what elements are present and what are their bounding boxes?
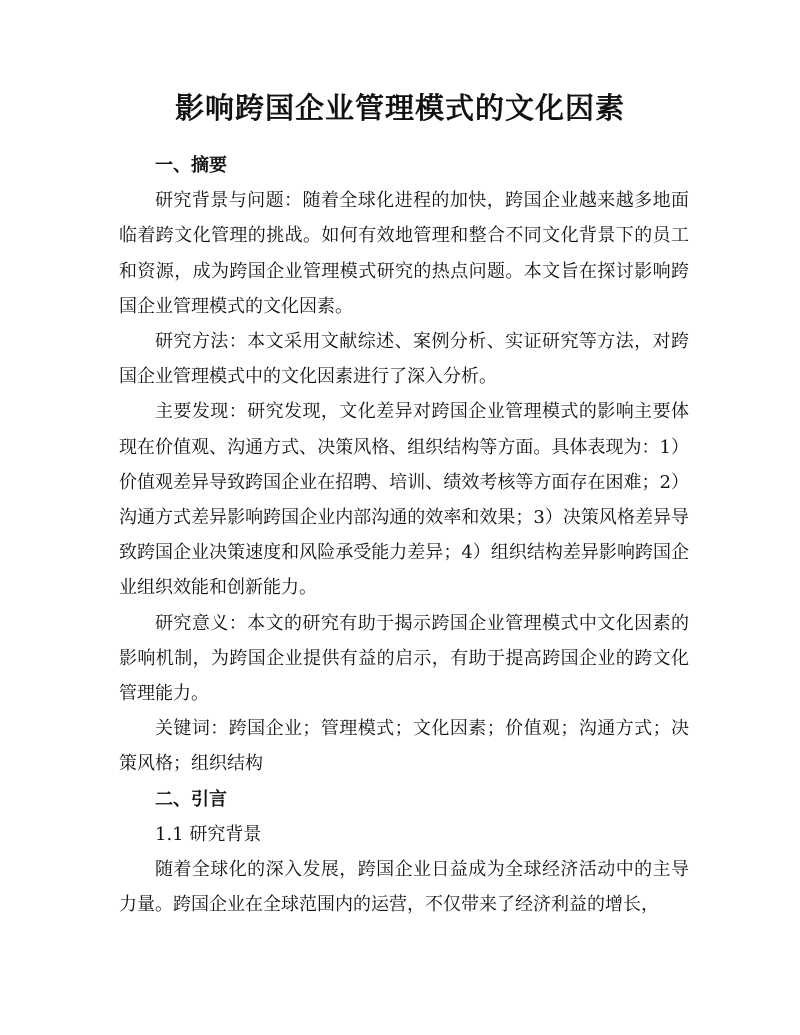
text-findings: 研究发现，文化差异对跨国企业管理模式的影响主要体现在价值观、沟通方式、决策风格、组织结构等方面。具体表现为：1）价值观差异导致跨国企业在招聘、培训、绩效考核等方面存在困难；2）沟通方式差异影响跨国企业内部沟通的效率和效果；3）决策风格差异导致跨国企业决策速度和风险承受能力差异；4）组织结构差异影响跨国企业组织效能和创新能力。	[119, 401, 690, 599]
paragraph-significance	[119, 606, 689, 712]
document-body	[119, 148, 689, 922]
paragraph-keywords	[119, 711, 689, 781]
label-significance: 研究意义：	[155, 612, 248, 634]
text-keywords: 跨国企业；管理模式；文化因素；价值观；沟通方式；决策风格；组织结构	[119, 718, 690, 775]
label-findings: 主要发现：	[155, 401, 248, 423]
document-title: 影响跨国企业管理模式的文化因素	[174, 91, 625, 125]
text-significance: 本文的研究有助于揭示跨国企业管理模式中文化因素的影响机制，为跨国企业提供有益的启示，有助于提高跨国企业的跨文化管理能力。	[119, 612, 690, 705]
label-methods: 研究方法：	[155, 331, 248, 353]
subsection-heading-background: 1.1 研究背景	[155, 823, 262, 845]
section-heading-abstract: 一、摘要	[155, 155, 227, 176]
label-background: 研究背景与问题：	[155, 190, 303, 212]
paragraph-methods	[119, 324, 689, 394]
paragraph-intro-background: 随着全球化的深入发展，跨国企业日益成为全球经济活动中的主导力量。跨国企业在全球范围内的运营，不仅带来了经济利益的增长，	[119, 859, 689, 916]
paragraph-findings	[119, 394, 689, 605]
section-heading-introduction: 二、引言	[155, 788, 227, 810]
label-keywords: 关键词：	[155, 718, 229, 740]
paragraph-background	[119, 183, 689, 324]
text-background: 随着全球化进程的加快，跨国企业越来越多地面临着跨文化管理的挑战。如何有效地管理和整合不同文化背景下的员工和资源，成为跨国企业管理模式研究的热点问题。本文旨在探讨影响跨国企业管理模式的文化因素。	[119, 190, 690, 317]
text-methods: 本文采用文献综述、案例分析、实证研究等方法，对跨国企业管理模式中的文化因素进行了深入分析。	[119, 331, 690, 388]
